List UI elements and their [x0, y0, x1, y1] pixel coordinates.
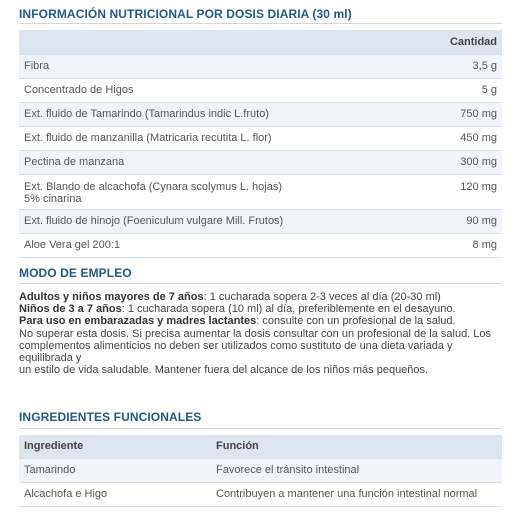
table-row [19, 234, 502, 258]
nutrient-name: Ext. fluido de Tamarindo (Tamarindus indic L.fruto) [19, 103, 418, 127]
usage-pregnant-note: : consulte con un profesional de la salud. [256, 315, 456, 328]
usage-adults-dose: : 1 cucharada sopera 2-3 veces al día (20-30 ml) [203, 291, 441, 303]
table-header-row [19, 435, 502, 459]
ingredient-name: Alcachofa e Higo [19, 483, 211, 507]
usage-line-adults [19, 291, 505, 303]
nutrient-qty: 5 g [418, 79, 502, 103]
ingredients-title: INGREDIENTES FUNCIONALES [19, 410, 202, 424]
nutrient-qty: 3,5 g [418, 55, 502, 79]
usage-warning: No superar esta dosis. Si precisa aumentar la dosis consultar con un profesional de la salud. Los complementos alimenticios no deben ser utilizados como sustituto de una dieta variada y equilibrada y [19, 327, 492, 365]
usage-pregnant-label: Para uso en embarazadas y madres lactantes [19, 315, 257, 328]
header-ingredient-cell [19, 30, 418, 55]
table-row [19, 151, 502, 175]
table-header-row [19, 30, 502, 55]
usage-children-dose: : 1 cucharada sopera (10 ml) al día, preferiblemente en el desayuno. [121, 303, 456, 316]
usage-line-pregnant [19, 315, 505, 327]
nutrition-table [19, 30, 502, 258]
header-ingredient-cell: Ingrediente [19, 435, 211, 459]
nutrient-qty: 120 mg [418, 175, 502, 210]
table-row [19, 103, 502, 127]
nutrient-qty: 750 mg [418, 103, 502, 127]
ingredient-name: Tamarindo [19, 459, 211, 483]
ingredients-table [19, 435, 502, 507]
nutrient-qty: 90 mg [418, 210, 502, 234]
table-row [19, 55, 502, 79]
nutrient-name: Pectina de manzana [19, 151, 418, 175]
usage-adults-label: Adultos y niños mayores de 7 años [19, 291, 204, 303]
table-row [19, 127, 502, 151]
nutrient-qty: 300 mg [418, 151, 502, 175]
ingredient-function: Contribuyen a mantener una función intestinal normal [211, 483, 502, 507]
nutrient-name: Concentrado de Higos [19, 79, 418, 103]
usage-title: MODO DE EMPLEO [19, 266, 132, 280]
nutrient-name-cell [19, 175, 418, 210]
nutrient-name: Aloe Vera gel 200:1 [19, 234, 418, 258]
usage-text [19, 291, 505, 376]
usage-children-label: Niños de 3 a 7 años [19, 303, 122, 316]
nutrition-title: INFORMACIÓN NUTRICIONAL POR DOSIS DIARIA (30 ml) [19, 7, 352, 21]
table-row [19, 175, 502, 210]
nutrient-name-detail: 5% cinarina [24, 193, 82, 205]
usage-lifestyle: un estilo de vida saludable. Mantener fuera del alcance de los niños más pequeños. [19, 364, 429, 377]
usage-divider [19, 283, 502, 284]
nutrient-name: Fibra [19, 55, 418, 79]
table-row [19, 210, 502, 234]
nutrient-qty: 8 mg [418, 234, 502, 258]
nutrient-qty: 450 mg [418, 127, 502, 151]
table-row [19, 483, 502, 507]
header-function-cell: Función [211, 435, 502, 459]
nutrient-name: Ext. fluido de hinojo (Foeniculum vulgare Mill. Frutos) [19, 210, 418, 234]
nutrient-name: Ext. fluido de manzanilla (Matricaria recutita L. flor) [19, 127, 418, 151]
ingredient-function: Favorece el tránsito intestinal [211, 459, 502, 483]
table-row [19, 459, 502, 483]
header-quantity-cell: Cantidad [418, 30, 502, 55]
ingredients-divider [19, 428, 502, 429]
usage-line-children [19, 303, 505, 315]
table-row [19, 79, 502, 103]
nutrition-divider [19, 23, 502, 24]
nutrient-name: Ext. Blando de alcachofa (Cynara scolymus L. hojas) [24, 181, 283, 193]
